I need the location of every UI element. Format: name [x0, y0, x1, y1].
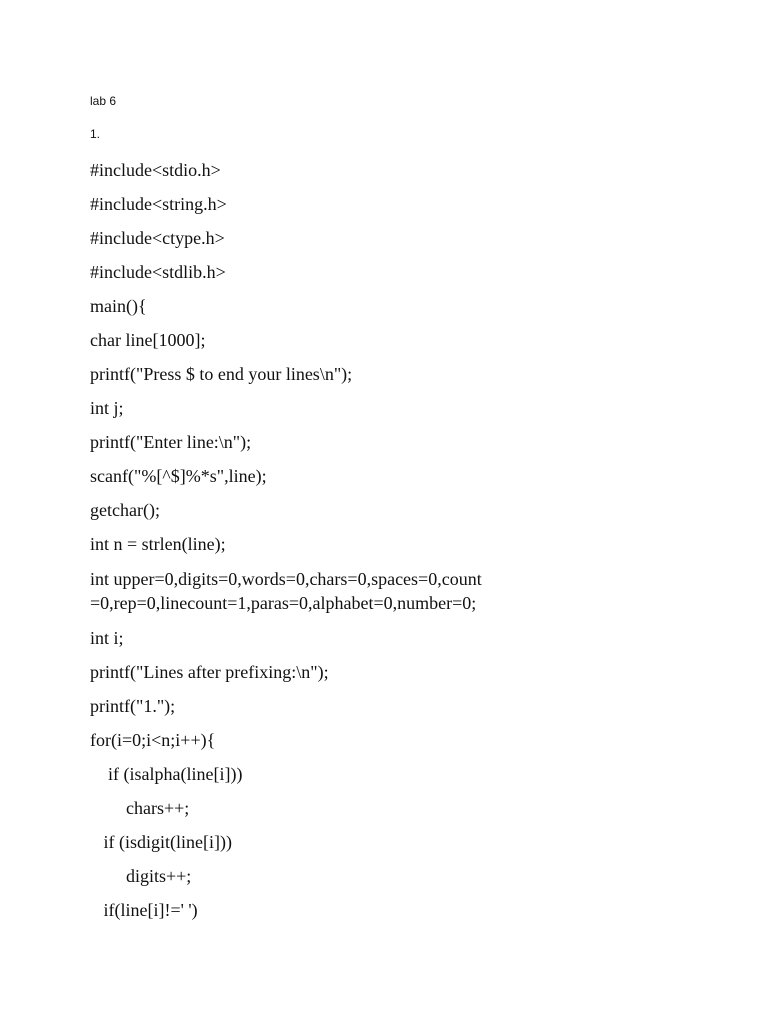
code-line: if (isdigit(line[i])) — [90, 832, 232, 852]
code-line: int i; — [90, 628, 124, 648]
question-number: 1. — [90, 127, 101, 141]
code-line-segment: =0,rep=0,linecount=1,paras=0,alphabet=0,number=0; — [90, 593, 477, 613]
code-line: char line[1000]; — [90, 330, 206, 350]
code-line: scanf("%[^$]%*s",line); — [90, 466, 267, 486]
document-title: lab 6 — [90, 94, 117, 108]
code-line: digits++; — [90, 866, 192, 886]
code-listing — [90, 159, 690, 933]
code-line-segment: int upper=0,digits=0,words=0,chars=0,spaces=0,count — [90, 569, 482, 589]
code-line: #include<ctype.h> — [90, 228, 225, 248]
code-line: for(i=0;i<n;i++){ — [90, 730, 216, 750]
code-line: #include<stdio.h> — [90, 160, 221, 180]
code-line: if (isalpha(line[i])) — [90, 764, 243, 784]
code-line: #include<stdlib.h> — [90, 262, 226, 282]
code-line: getchar(); — [90, 500, 160, 520]
code-line: printf("Press $ to end your lines\n"); — [90, 364, 353, 384]
code-line: int n = strlen(line); — [90, 534, 226, 554]
code-line: main(){ — [90, 296, 147, 316]
code-line: chars++; — [90, 798, 190, 818]
code-line: printf("1."); — [90, 696, 176, 716]
code-line: #include<string.h> — [90, 194, 227, 214]
code-line: if(line[i]!=' ') — [90, 900, 198, 920]
code-line: printf("Lines after prefixing:\n"); — [90, 662, 329, 682]
code-line: int j; — [90, 398, 124, 418]
code-line — [90, 567, 690, 615]
code-line: printf("Enter line:\n"); — [90, 432, 252, 452]
